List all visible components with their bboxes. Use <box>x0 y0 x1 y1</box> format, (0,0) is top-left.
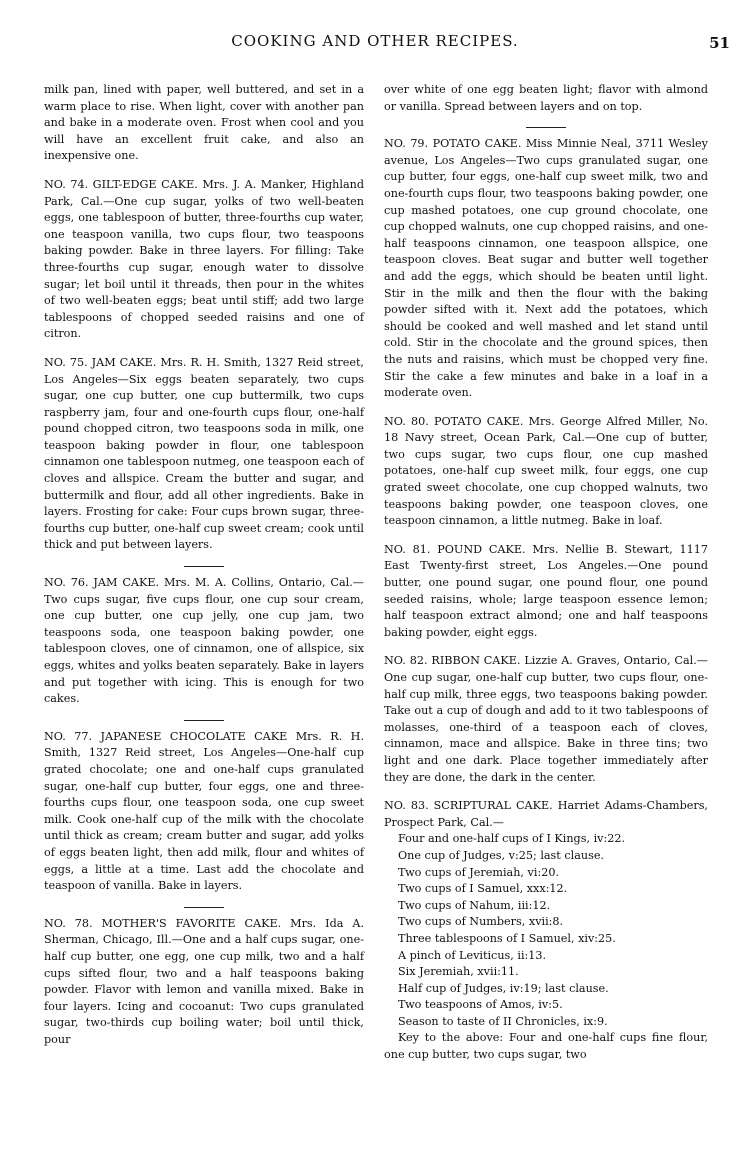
list-item: Four and one-half cups of I Kings, iv:22. <box>398 832 626 846</box>
list-item: Key to the above: Four and one-half cups fine flour, one cup butter, two cups sugar, two <box>384 1031 708 1062</box>
right-column <box>384 82 708 1064</box>
list-item: Two cups of I Samuel, xxx:12. <box>398 882 568 896</box>
paragraph: over white of one egg beaten light; flavor with almond or vanilla. Spread between layers and on top. <box>384 83 708 113</box>
list-item: Season to taste of II Chronicles, ix:9. <box>398 1014 608 1028</box>
divider <box>184 720 224 721</box>
paragraph: milk pan, lined with paper, well buttered, and set in a warm place to rise. When light, cover with another pan and bake in a moderate oven. Frost when cool and you will have an excellent fruit cake, and also an inexpensive one. <box>44 83 364 163</box>
list-item: A pinch of Leviticus, ii:13. <box>398 948 547 962</box>
recipe-76: NO. 76. JAM CAKE. Mrs. M. A. Collins, Ontario, Cal.—Two cups sugar, five cups flour, one cup sour cream, one cup butter, one cup jelly, one cup jam, two teaspoons soda, one teaspoon baking powder, one tablespoon cloves, one of cinnamon, one of allspice, six eggs, whites and yolks beaten separately. Bake in layers and put together with icing. This is enough for two cakes. <box>44 576 364 706</box>
divider <box>526 127 566 128</box>
page-header <box>0 30 750 56</box>
recipe-78: NO. 78. MOTHER'S FAVORITE CAKE. Mrs. Ida A. Sherman, Chicago, Ill.—One and a half cups sugar, one-half cup butter, one egg, one cup milk, two and a half cups sifted flour, two and a half teaspoons baking powder. Flavor with lemon and vanilla mixed. Bake in four layers. Icing and cocoanut: Two cups granulated sugar, two-thirds cup boiling water; boil until thick, pour <box>44 916 364 1046</box>
recipe-83: NO. 83. SCRIPTURAL CAKE. Harriet Adams-Chambers, Prospect Park, Cal.— <box>384 799 708 829</box>
list-item: Two cups of Nahum, iii:12. <box>398 898 551 912</box>
list-item: Two cups of Numbers, xvii:8. <box>398 915 564 929</box>
list-item: Half cup of Judges, iv:19; last clause. <box>398 981 609 995</box>
recipe-74: NO. 74. GILT-EDGE CAKE. Mrs. J. A. Manker, Highland Park, Cal.—One cup sugar, yolks of two well-beaten eggs, one tablespoon of butter, three-fourths cup water, one teaspoon vanilla, two cups flour, two teaspoons baking powder. Bake in three layers. For filling: Take three-fourths cup sugar, enough water to dissolve sugar; let boil until it threads, then pour in the whites of two well-beaten eggs; beat until stiff; add two large tablespoons of chopped seeded raisins and one of citron. <box>44 177 364 341</box>
recipe-79: NO. 79. POTATO CAKE. Miss Minnie Neal, 3711 Wesley avenue, Los Angeles—Two cups granulated sugar, one cup butter, four eggs, one-half cup sweet milk, two and one-fourth cups flour, two teaspoons baking powder, one cup mashed potatoes, one cup ground chocolate, one cup chopped walnuts, one cup chopped raisins, and one-half teaspoons cinnamon, one teaspoon allspice, one teaspoon cloves. Beat sugar and butter well together and add the eggs, which should be beaten until light. Stir in the milk and then the flour with the baking powder sifted with it. Next add the potatoes, which should be cooked and well mashed and let stand until cold. Stir in the chocolate and the ground spices, then the nuts and raisins, which must be chopped very fine. Stir the cake a few minutes and bake in a loaf in a moderate oven. <box>384 137 708 400</box>
page-number: 51 <box>709 34 730 52</box>
recipe-75: NO. 75. JAM CAKE. Mrs. R. H. Smith, 1327 Reid street, Los Angeles—Six eggs beaten separately, two cups sugar, one cup butter, one cup buttermilk, two cups raspberry jam, four and one-fourth cups flour, one-half pound chopped citron, two teaspoons soda in milk, one teaspoon baking powder in flour, one tablespoon cinnamon one tablespoon nutmeg, one teaspoon each of cloves and allspice. Cream the butter and sugar, and buttermilk and flour, add all other ingredients. Bake in layers. Frosting for cake: Four cups brown sugar, three-fourths cup butter, one-half cup sweet cream; cook until thick and put between layers. <box>44 355 364 552</box>
list-item: One cup of Judges, v:25; last clause. <box>398 848 604 862</box>
scriptural-list <box>384 831 708 1063</box>
page-title: COOKING AND OTHER RECIPES. <box>231 32 519 50</box>
recipe-82: NO. 82. RIBBON CAKE. Lizzie A. Graves, Ontario, Cal.—One cup sugar, one-half cup butter, two cups flour, one-half cup milk, three eggs, two teaspoons baking powder. Take out a cup of dough and add to it two tablespoons of molasses, one-third of a teaspoon each of cloves, cinnamon, mace and allspice. Bake in three tins; two light and one dark. Place together immediately after they are done, the dark in the center. <box>384 654 708 784</box>
left-column <box>44 82 364 1060</box>
recipe-81: NO. 81. POUND CAKE. Mrs. Nellie B. Stewart, 1117 East Twenty-first street, Los Angeles.—One pound butter, one pound sugar, one pound flour, one pound seeded raisins, whole; large teaspoon essence lemon; half teaspoon extract almond; one and half teaspoons baking powder, eight eggs. <box>384 542 708 639</box>
list-item: Three tablespoons of I Samuel, xiv:25. <box>398 931 616 945</box>
list-item: Two cups of Jeremiah, vi:20. <box>398 865 560 879</box>
divider <box>184 907 224 908</box>
recipe-77: NO. 77. JAPANESE CHOCOLATE CAKE Mrs. R. H. Smith, 1327 Reid street, Los Angeles—One-half cup grated chocolate; one and one-half cups granulated sugar, one-half cup butter, four eggs, one and three-fourths cups flour, one teaspoon soda, one cup sweet milk. Cook one-half cup of the milk with the chocolate until thick as cream; cream butter and sugar, add yolks of eggs beaten light, then add milk, flour and whites of eggs, a little at a time. Last add the chocolate and teaspoon of vanilla. Bake in layers. <box>44 729 364 893</box>
list-item: Six Jeremiah, xvii:11. <box>398 965 519 979</box>
list-item: Two teaspoons of Amos, iv:5. <box>398 998 563 1012</box>
recipe-80: NO. 80. POTATO CAKE. Mrs. George Alfred Miller, No. 18 Navy street, Ocean Park, Cal.—One cup of butter, two cups sugar, two cups flour, one cup mashed potatoes, one-half cup sweet milk, four eggs, one cup grated sweet chocolate, one cup chopped walnuts, two teaspoons baking powder, one teaspoon cloves, one teaspoon cinnamon, a little nutmeg. Bake in loaf. <box>384 414 708 528</box>
divider <box>184 566 224 567</box>
